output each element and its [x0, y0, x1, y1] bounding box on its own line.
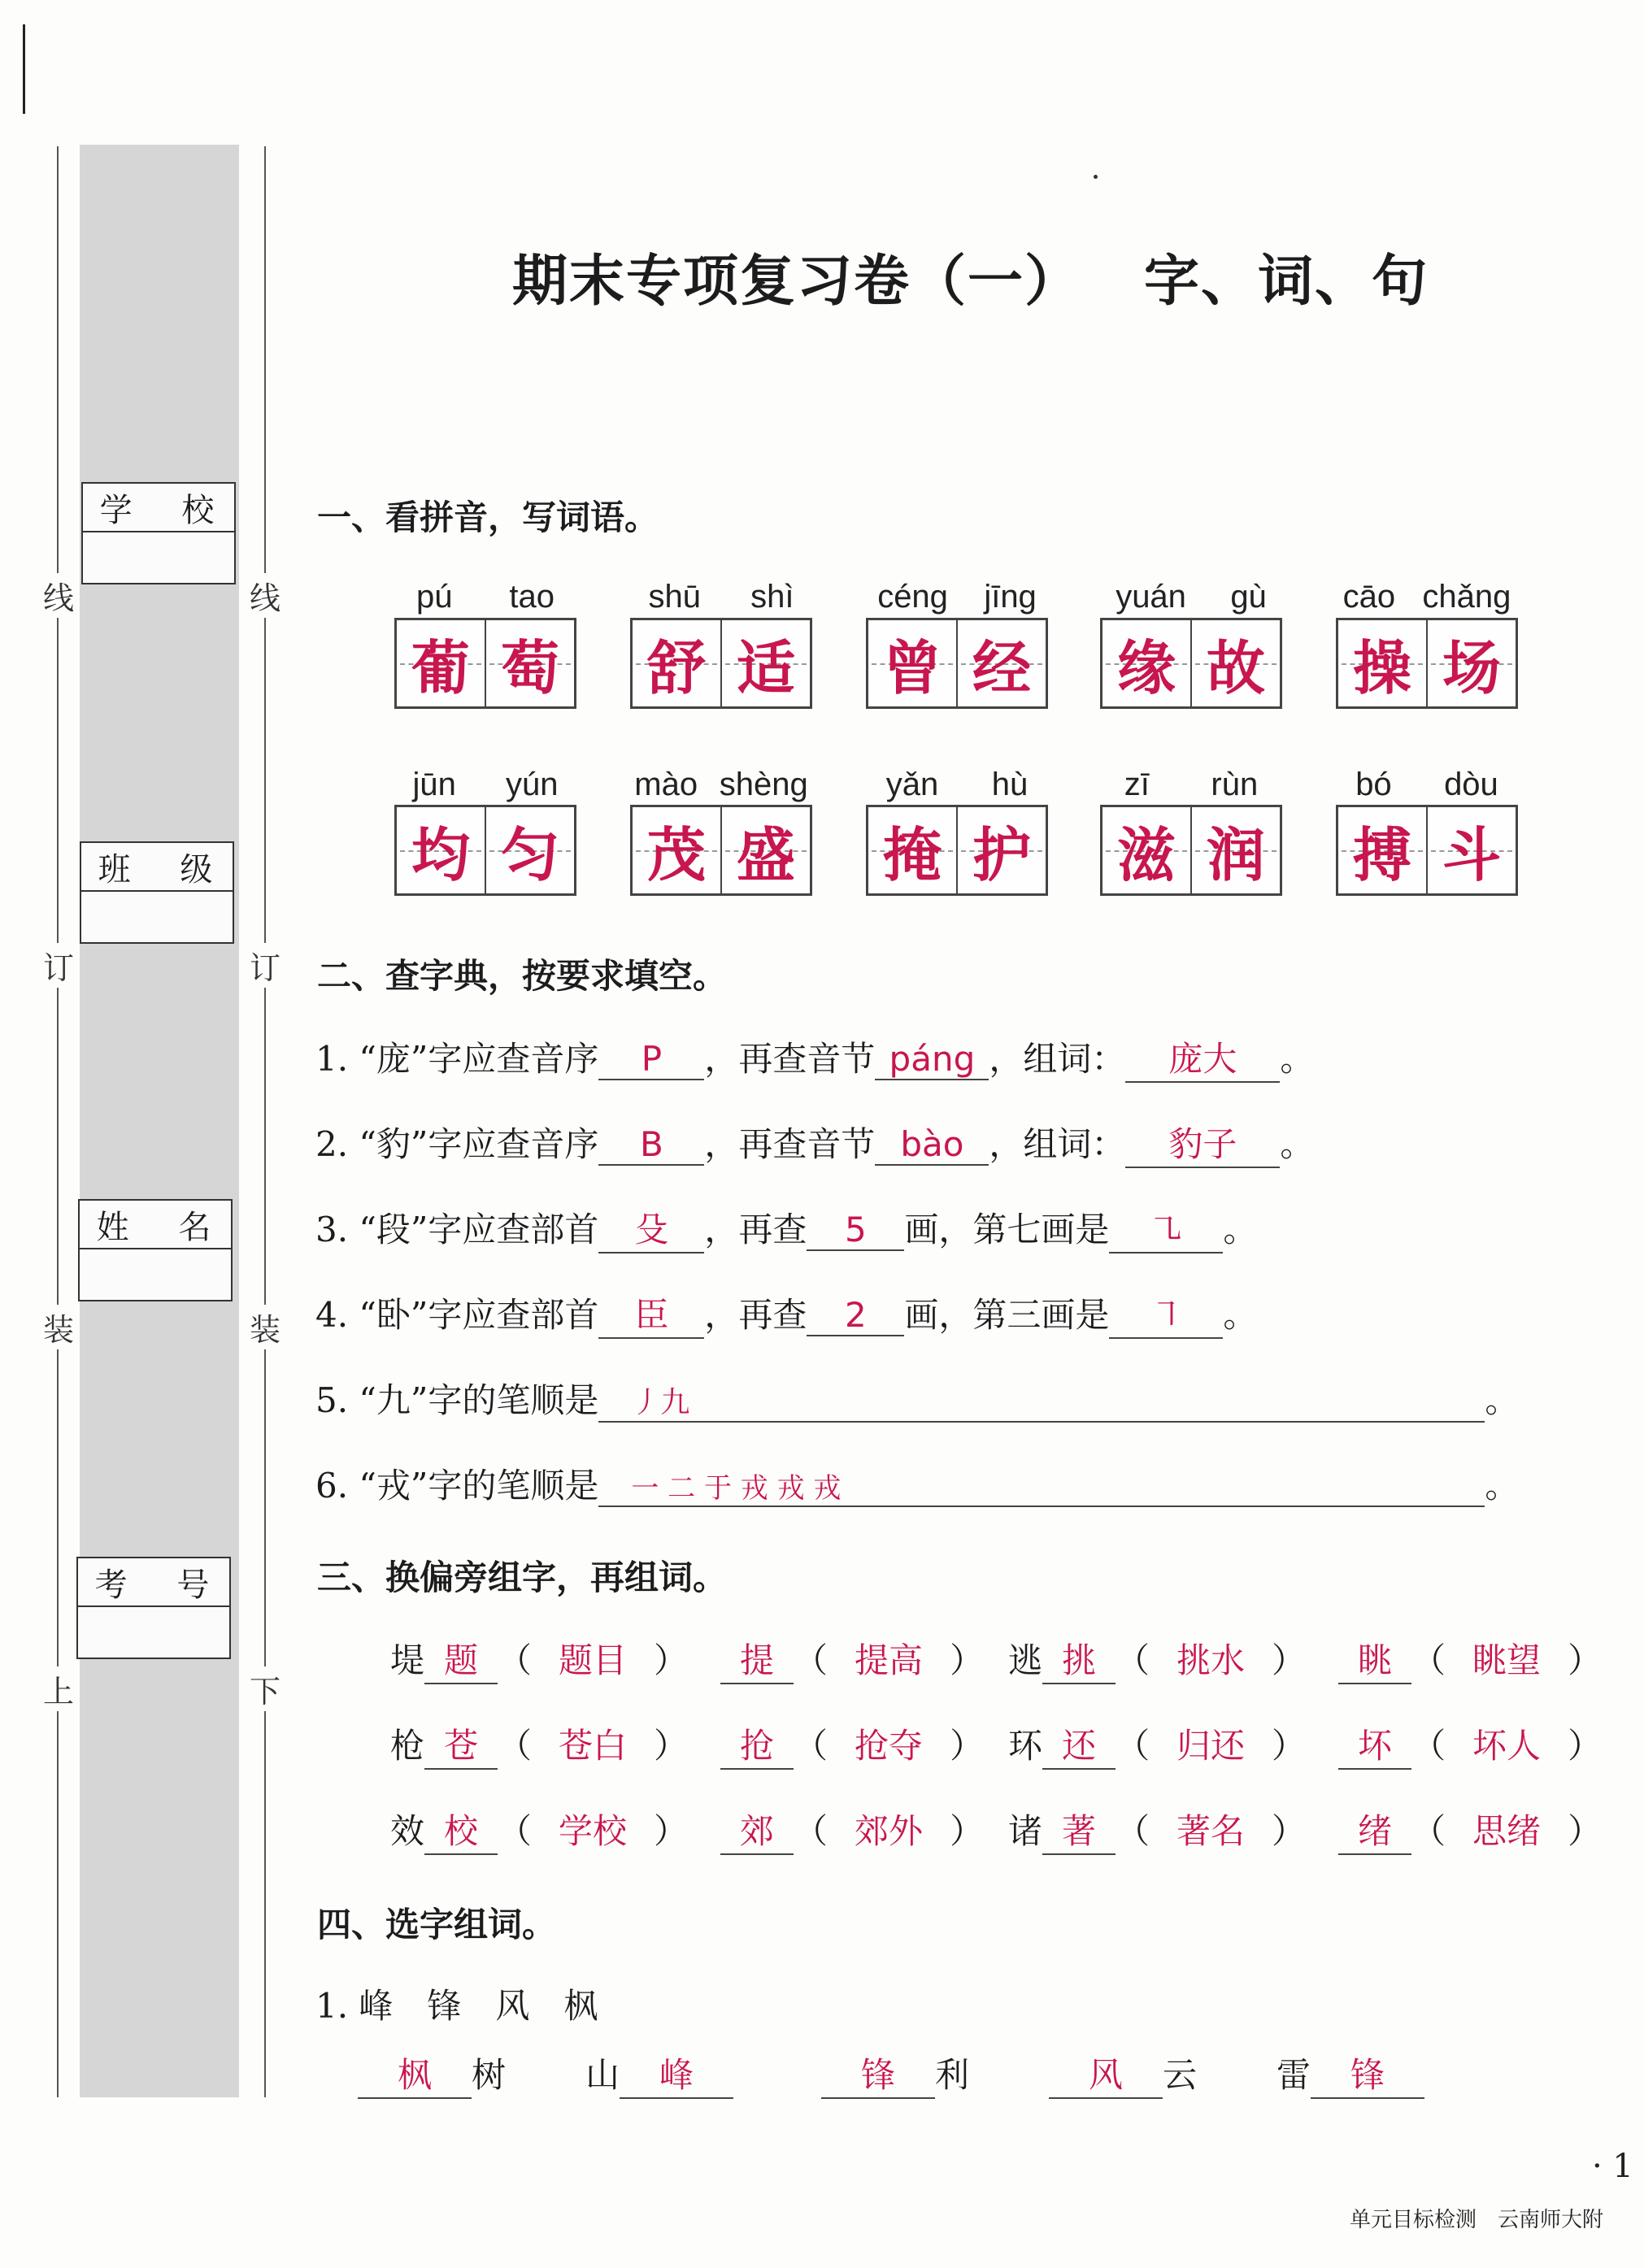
dict-question-5: 5. “九”字的笔顺是 丿九 。: [315, 1374, 1519, 1423]
pinyin-syllable: pú: [415, 579, 453, 615]
answer-blank[interactable]: páng: [875, 1039, 989, 1080]
dict-question-2: 2. “豹”字应查音序 B ，再查音节 bào ，组词： 豹子 。: [315, 1118, 1314, 1168]
tian-grid-cell[interactable]: [956, 620, 1046, 706]
answer-blank[interactable]: ㇕: [1109, 1288, 1223, 1339]
pinyin-label: [1094, 579, 1289, 615]
answer-word[interactable]: 提高: [855, 1640, 924, 1680]
tian-grid-cell[interactable]: [720, 620, 810, 706]
binding-mark: 线: [249, 573, 281, 618]
answer-character: 均: [411, 820, 470, 889]
tian-grid-box[interactable]: [630, 618, 812, 709]
tian-grid-cell[interactable]: [1190, 620, 1280, 706]
answer-word[interactable]: 思绪: [1472, 1811, 1542, 1851]
radical-group: 环 还 （ 归还 ） 坏 （ 坏人 ）: [1008, 1719, 1602, 1770]
class-label: 班 级: [81, 843, 233, 892]
pinyin-label: [624, 579, 819, 615]
answer-blank[interactable]: 臣: [598, 1288, 704, 1339]
pinyin-syllable: zī: [1124, 767, 1150, 802]
pinyin-syllable: yún: [505, 767, 559, 802]
tian-grid-cell[interactable]: [1338, 620, 1426, 706]
dict-question-3: 3. “段”字应查部首 殳 ，再查 5 画，第七画是 ㇈ 。: [315, 1203, 1257, 1253]
answer-character: 曾: [882, 633, 942, 702]
answer-blank[interactable]: 殳: [598, 1203, 704, 1253]
radical-group: 诸 著 （ 著名 ） 绪 （ 思绪 ）: [1008, 1805, 1602, 1855]
answer-blank[interactable]: 校: [424, 1805, 498, 1855]
pinyin-label: [388, 767, 583, 803]
base-character: 环: [1008, 1726, 1043, 1766]
school-box: [81, 482, 236, 584]
binding-mark: 订: [249, 943, 281, 988]
answer-blank[interactable]: 一 二 于 戎 戎 戎: [598, 1466, 1485, 1507]
tian-grid-cell[interactable]: [868, 807, 956, 893]
section1-heading: 一、看拼音，写词语。: [317, 497, 659, 537]
radical-group: 逃 挑 （ 挑水 ） 眺 （ 眺望 ）: [1008, 1634, 1602, 1684]
answer-blank[interactable]: 锋: [1311, 2049, 1424, 2099]
answer-character: 适: [736, 633, 795, 702]
school-label: 学 校: [83, 484, 234, 532]
tian-grid-box[interactable]: [1100, 618, 1282, 709]
name-field[interactable]: [80, 1249, 231, 1300]
answer-blank[interactable]: 5: [807, 1210, 904, 1251]
dict-question-4: 4. “卧”字应查部首 臣 ，再查 2 画，第三画是 ㇕ 。: [315, 1288, 1257, 1339]
tian-grid-box[interactable]: [1336, 805, 1518, 896]
answer-character: 经: [972, 633, 1031, 702]
exam-number-box: [76, 1557, 231, 1659]
pinyin-syllable: gù: [1230, 579, 1267, 615]
pinyin-syllable: cāo: [1342, 579, 1396, 615]
pinyin-label: [859, 767, 1055, 803]
exam-number-label: 考 号: [78, 1558, 229, 1607]
base-character: 枪: [390, 1726, 425, 1766]
answer-word[interactable]: 著名: [1176, 1811, 1246, 1851]
answer-blank[interactable]: 坏: [1338, 1719, 1411, 1770]
section4-heading: 四、选字组词。: [317, 1905, 557, 1944]
pinyin-syllable: rùn: [1211, 767, 1259, 802]
tian-grid-cell[interactable]: [1426, 620, 1516, 706]
section3-heading: 三、换偏旁组字，再组词。: [317, 1558, 728, 1597]
answer-blank[interactable]: 挑: [1042, 1634, 1116, 1684]
binding-mark: 线: [42, 573, 75, 618]
tian-grid-cell[interactable]: [633, 807, 720, 893]
tian-grid-box[interactable]: [1336, 618, 1518, 709]
answer-blank[interactable]: 枫: [358, 2049, 472, 2099]
answer-word[interactable]: 眺望: [1472, 1640, 1542, 1680]
answer-word[interactable]: 坏人: [1472, 1726, 1542, 1766]
radical-group: 枪 苍 （ 苍白 ） 抢 （ 抢夺 ）: [390, 1719, 984, 1770]
answer-blank[interactable]: 庞大: [1125, 1032, 1280, 1083]
answer-blank[interactable]: 锋: [821, 2049, 935, 2099]
class-field[interactable]: [81, 892, 233, 942]
answer-character: 匀: [500, 820, 559, 889]
answer-word[interactable]: 挑水: [1176, 1640, 1246, 1680]
answer-character: 润: [1206, 820, 1265, 889]
radical-group: 效 校 （ 学校 ） 郊 （ 郊外 ）: [390, 1805, 984, 1855]
answer-character: 斗: [1442, 820, 1501, 889]
page-edge-line: [23, 24, 25, 114]
name-label: 姓 名: [80, 1201, 231, 1249]
binding-mark: 装: [249, 1305, 281, 1349]
binding-mark: 订: [42, 943, 75, 988]
base-character: 诸: [1008, 1811, 1043, 1851]
answer-character: 场: [1442, 633, 1501, 702]
base-character: 效: [390, 1811, 425, 1851]
word-fill: 风 云: [1049, 2049, 1197, 2099]
base-character: 逃: [1008, 1640, 1043, 1680]
word-fill: 锋 利: [821, 2049, 969, 2099]
tian-grid-cell[interactable]: [868, 620, 956, 706]
answer-blank[interactable]: P: [598, 1039, 704, 1080]
answer-blank[interactable]: 2: [807, 1295, 904, 1336]
answer-blank[interactable]: B: [598, 1124, 704, 1166]
tian-grid-cell[interactable]: [1426, 807, 1516, 893]
class-box: [80, 841, 234, 944]
answer-character: 故: [1206, 633, 1265, 702]
footer-text: 单元目标检测 云南师大附: [1350, 2208, 1604, 2232]
answer-blank[interactable]: 绪: [1338, 1805, 1411, 1855]
pinyin-syllable: jūn: [412, 767, 456, 802]
pinyin-syllable: dòu: [1444, 767, 1498, 802]
tian-grid-cell[interactable]: [956, 807, 1046, 893]
pinyin-syllable: chǎng: [1422, 579, 1511, 615]
pinyin-label: [1329, 579, 1524, 615]
tian-grid-cell[interactable]: [485, 807, 574, 893]
tian-grid-box[interactable]: [866, 805, 1048, 896]
tian-grid-cell[interactable]: [720, 807, 810, 893]
page-title: 期末专项复习卷（一） 字、词、句: [512, 249, 1429, 314]
pinyin-syllable: yuán: [1116, 579, 1186, 615]
answer-character: 葡: [411, 633, 470, 702]
pinyin-syllable: shì: [750, 579, 794, 615]
tian-grid-box[interactable]: [394, 618, 576, 709]
choose-char-question: 1. 峰 锋 风 枫: [315, 1986, 598, 2026]
tian-grid-box[interactable]: [394, 805, 576, 896]
pinyin-label: [388, 579, 583, 615]
answer-character: 滋: [1116, 820, 1176, 889]
answer-blank[interactable]: 抢: [720, 1719, 794, 1770]
answer-character: 护: [972, 820, 1031, 889]
answer-blank[interactable]: 丿九: [598, 1379, 1485, 1423]
pinyin-label: [624, 767, 819, 803]
tian-grid-cell[interactable]: [1103, 807, 1190, 893]
answer-blank[interactable]: 还: [1042, 1719, 1116, 1770]
word-fill: 雷 锋: [1276, 2049, 1424, 2099]
pinyin-label: [859, 579, 1055, 615]
dict-question-6: 6. “戎”字的笔顺是 一 二 于 戎 戎 戎 。: [315, 1466, 1520, 1505]
tian-grid-cell[interactable]: [1338, 807, 1426, 893]
school-field[interactable]: [83, 532, 234, 583]
answer-blank[interactable]: 提: [720, 1634, 794, 1684]
word-fill: 枫 树: [358, 2049, 506, 2099]
answer-character: 掩: [882, 820, 942, 889]
tian-grid-box[interactable]: [630, 805, 812, 896]
pinyin-syllable: shū: [648, 579, 702, 615]
word-fill: 山 峰: [585, 2049, 733, 2099]
exam-number-field[interactable]: [78, 1607, 229, 1658]
pinyin-syllable: tao: [509, 579, 555, 615]
dict-question-1: 1. “庞”字应查音序 P ，再查音节 páng ，组词： 庞大 。: [315, 1032, 1314, 1083]
answer-word[interactable]: 题目: [559, 1640, 628, 1680]
answer-character: 舒: [646, 633, 706, 702]
binding-mark: 上: [42, 1666, 75, 1711]
pinyin-syllable: yǎn: [885, 767, 939, 802]
answer-blank[interactable]: 苍: [424, 1719, 498, 1770]
tian-grid-cell[interactable]: [633, 620, 720, 706]
binding-line-right: [264, 146, 266, 2097]
answer-character: 操: [1352, 633, 1411, 702]
pinyin-syllable: shèng: [719, 767, 808, 802]
tian-grid-box[interactable]: [1100, 805, 1282, 896]
answer-blank[interactable]: 眺: [1338, 1634, 1411, 1684]
answer-word[interactable]: 郊外: [855, 1811, 924, 1851]
answer-word[interactable]: 抢夺: [855, 1726, 924, 1766]
radical-group: 堤 题 （ 题目 ） 提 （ 提高 ）: [390, 1634, 984, 1684]
binding-line-left: [57, 146, 59, 2097]
pinyin-syllable: bó: [1355, 767, 1392, 802]
pinyin-syllable: hù: [991, 767, 1029, 802]
answer-blank[interactable]: 著: [1042, 1805, 1116, 1855]
name-box: [78, 1199, 233, 1301]
answer-blank[interactable]: bào: [875, 1124, 989, 1166]
pinyin-label: [1094, 767, 1289, 803]
binding-mark: 装: [42, 1305, 75, 1349]
binding-mark: 下: [249, 1666, 281, 1711]
tian-grid-cell[interactable]: [1190, 807, 1280, 893]
stray-dot: [1094, 175, 1098, 179]
answer-blank[interactable]: 风: [1049, 2049, 1163, 2099]
answer-blank[interactable]: 峰: [620, 2049, 733, 2099]
pinyin-syllable: jīng: [984, 579, 1037, 615]
base-character: 堤: [390, 1640, 425, 1680]
section2-heading: 二、查字典，按要求填空。: [317, 956, 728, 996]
pinyin-syllable: mào: [634, 767, 698, 802]
answer-character: 搏: [1352, 820, 1411, 889]
answer-blank[interactable]: ㇈: [1109, 1203, 1223, 1253]
tian-grid-cell[interactable]: [1103, 620, 1190, 706]
tian-grid-cell[interactable]: [397, 620, 485, 706]
answer-character: 茂: [646, 820, 706, 889]
answer-character: 萄: [500, 633, 559, 702]
answer-blank[interactable]: 豹子: [1125, 1118, 1280, 1168]
tian-grid-box[interactable]: [866, 618, 1048, 709]
answer-character: 缘: [1116, 633, 1176, 702]
binding-strip: [80, 145, 239, 2097]
answer-blank[interactable]: 郊: [720, 1805, 794, 1855]
answer-blank[interactable]: 题: [424, 1634, 498, 1684]
answer-character: 盛: [736, 820, 795, 889]
answer-word[interactable]: 学校: [559, 1811, 628, 1851]
answer-word[interactable]: 归还: [1176, 1726, 1246, 1766]
tian-grid-cell[interactable]: [485, 620, 574, 706]
pinyin-syllable: céng: [877, 579, 948, 615]
page-number: · 1: [1592, 2148, 1633, 2185]
answer-word[interactable]: 苍白: [559, 1726, 628, 1766]
tian-grid-cell[interactable]: [397, 807, 485, 893]
pinyin-label: [1329, 767, 1524, 803]
